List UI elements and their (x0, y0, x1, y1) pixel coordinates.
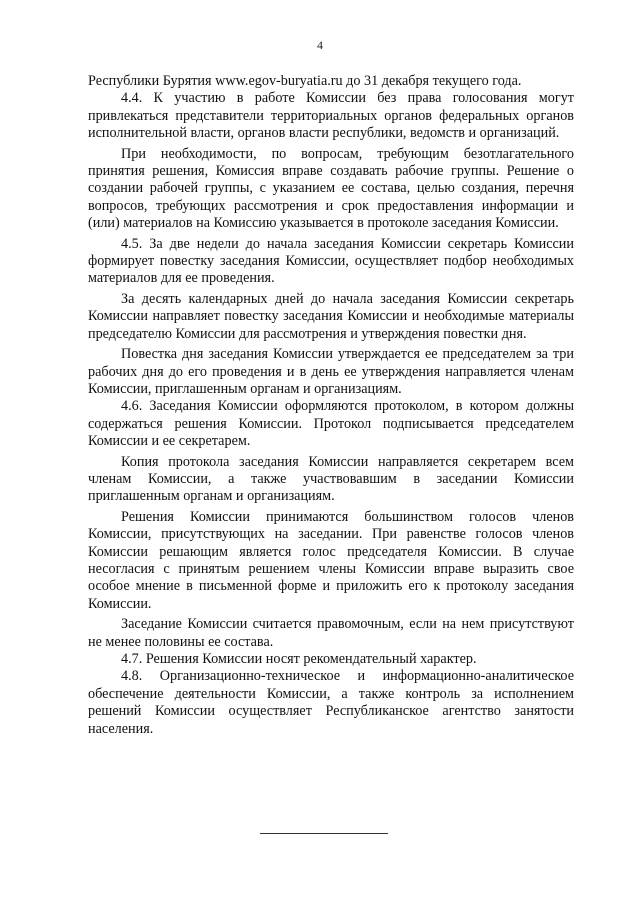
paragraph-protocol-copy: Копия протокола заседания Комиссии направляется секретарем всем членам Комиссии, а также участвовавшим в заседании Комиссии приглашенным органам и организациям. (88, 453, 574, 505)
page-number: 4 (317, 38, 323, 52)
paragraph-4-7: 4.7. Решения Комиссии носят рекомендательный характер. (121, 651, 477, 667)
paragraph-4-8: 4.8. Организационно-техническое и информационно-аналитическое обеспечение деятельности Комиссии, а также контроль за исполнением решений Комиссии осуществляет Республиканское агентство занятости населения. (88, 668, 574, 737)
paragraph-quorum: Заседание Комиссии считается правомочным, если на нем присутствуют не менее половины ее состава. (88, 616, 574, 650)
footer-divider (260, 833, 388, 834)
paragraph-ten-days: За десять календарных дней до начала заседания Комиссии секретарь Комиссии направляет повестку заседания Комиссии и необходимые материалы председателю Комиссии для рассмотрения и утверждения повестки дня. (88, 290, 574, 342)
paragraph-4-4: 4.4. К участию в работе Комиссии без права голосования могут привлекаться представители территориальных органов федеральных органов исполнительной власти, органов власти республики, ведомств и организаций. (88, 90, 574, 142)
paragraph-decisions: Решения Комиссии принимаются большинством голосов членов Комиссии, присутствующих на заседании. При равенстве голосов членов Комиссии решающим является голос председателя Комиссии. В случае несогласия с принятым решением члены Комиссии вправе выразить свое особое мнение в письменной форме и приложить его к протоколу заседания Комиссии. (88, 508, 574, 612)
paragraph-4-5: 4.5. За две недели до начала заседания Комиссии секретарь Комиссии формирует повестку заседания Комиссии, осуществляет подбор необходимых материалов для ее проведения. (88, 235, 574, 287)
paragraph-4-6: 4.6. Заседания Комиссии оформляются протоколом, в котором должны содержаться решения Комиссии. Протокол подписывается председателем Комиссии и ее секретарем. (88, 398, 574, 450)
paragraph-working-groups: При необходимости, по вопросам, требующим безотлагательного принятия решения, Комиссия вправе создавать рабочие группы. Решение о создании рабочей группы, с указанием ее состава, целью создания, перечня вопросов, требующих рассмотрения и срок предоставления информации и (или) материалов на Комиссию указывается в протоколе заседания Комиссии. (88, 145, 574, 232)
document-body (88, 73, 574, 738)
paragraph-continuation: Республики Бурятия www.egov-buryatia.ru до 31 декабря текущего года. (88, 73, 522, 89)
paragraph-agenda-approval: Повестка дня заседания Комиссии утверждается ее председателем за три рабочих дня до его проведения и в день ее утверждения направляется членам Комиссии, приглашенным органам и организациям. (88, 346, 574, 397)
